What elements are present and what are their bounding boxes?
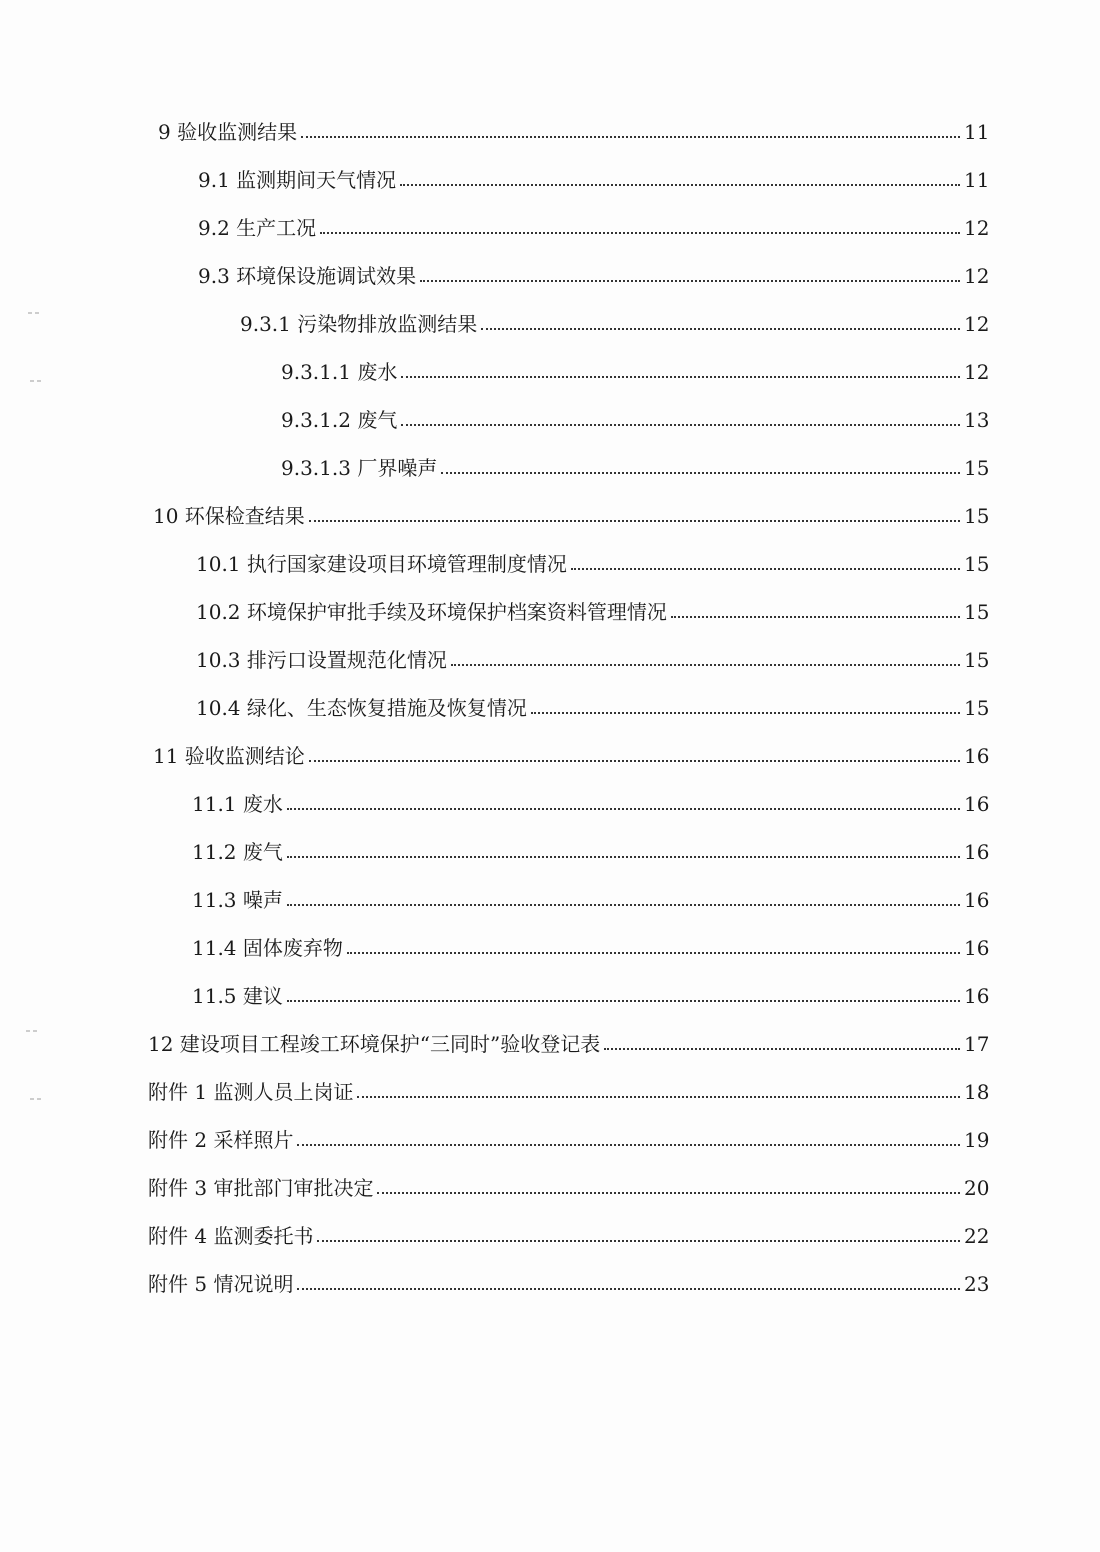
toc-dot-leader xyxy=(287,904,960,906)
toc-entry-page: 15 xyxy=(964,648,990,672)
toc-entry-attachment-2[interactable] xyxy=(148,1104,990,1152)
toc-entry-11-5[interactable] xyxy=(192,960,990,1008)
toc-entry-12[interactable] xyxy=(148,1008,990,1056)
toc-entry-title: 11.4 固体废弃物 xyxy=(192,936,343,960)
toc-dot-leader xyxy=(401,376,960,378)
toc-entry-10-2[interactable] xyxy=(196,576,990,624)
toc-dot-leader xyxy=(400,184,960,186)
toc-entry-title: 9 验收监测结果 xyxy=(158,120,298,144)
toc-entry-page: 15 xyxy=(964,552,990,576)
toc-entry-page: 23 xyxy=(964,1272,990,1296)
toc-entry-9-3-1-2[interactable] xyxy=(281,384,990,432)
toc-dot-leader xyxy=(481,328,960,330)
toc-entry-page: 16 xyxy=(964,840,990,864)
toc-entry-title: 11.2 废气 xyxy=(192,840,283,864)
toc-entry-page: 16 xyxy=(964,984,990,1008)
toc-entry-title: 附件 3 审批部门审批决定 xyxy=(148,1176,374,1200)
toc-entry-title: 11.1 废水 xyxy=(192,792,283,816)
toc-entry-page: 12 xyxy=(964,312,990,336)
toc-entry-title: 10.1 执行国家建设项目环境管理制度情况 xyxy=(196,552,567,576)
toc-entry-page: 22 xyxy=(964,1224,990,1248)
toc-entry-11-2[interactable] xyxy=(192,816,990,864)
toc-dot-leader xyxy=(604,1048,960,1050)
toc-entry-page: 17 xyxy=(964,1032,990,1056)
toc-entry-title: 10.4 绿化、生态恢复措施及恢复情况 xyxy=(196,696,527,720)
toc-entry-attachment-4[interactable] xyxy=(148,1200,990,1248)
toc-dot-leader xyxy=(317,1240,960,1242)
toc-entry-10-1[interactable] xyxy=(196,528,990,576)
toc-dot-leader xyxy=(671,616,960,618)
toc-dot-leader xyxy=(287,808,960,810)
toc-entry-11[interactable] xyxy=(153,720,990,768)
toc-entry-title: 9.1 监测期间天气情况 xyxy=(198,168,397,192)
toc-dot-leader xyxy=(309,520,960,522)
toc-entry-9-3-1-1[interactable] xyxy=(281,336,990,384)
toc-dot-leader xyxy=(320,232,960,234)
toc-entry-title: 9.3.1.3 厂界噪声 xyxy=(281,456,438,480)
toc-entry-10[interactable] xyxy=(153,480,990,528)
toc-entry-11-4[interactable] xyxy=(192,912,990,960)
toc-dot-leader xyxy=(401,424,960,426)
toc-dot-leader xyxy=(377,1192,960,1194)
toc-entry-11-3[interactable] xyxy=(192,864,990,912)
toc-dot-leader xyxy=(287,856,960,858)
toc-entry-11-1[interactable] xyxy=(192,768,990,816)
toc-entry-page: 19 xyxy=(964,1128,990,1152)
toc-entry-10-4[interactable] xyxy=(196,672,990,720)
toc-entry-attachment-3[interactable] xyxy=(148,1152,990,1200)
toc-entry-title: 10.3 排污口设置规范化情况 xyxy=(196,648,447,672)
toc-dot-leader xyxy=(309,760,960,762)
toc-entry-9-3-1[interactable] xyxy=(240,288,990,336)
toc-entry-page: 12 xyxy=(964,216,990,240)
toc-entry-page: 16 xyxy=(964,792,990,816)
toc-entry-page: 16 xyxy=(964,936,990,960)
table-of-contents xyxy=(0,96,1100,1296)
toc-dot-leader xyxy=(571,568,960,570)
toc-dot-leader xyxy=(451,664,960,666)
toc-entry-title: 附件 5 情况说明 xyxy=(148,1272,294,1296)
toc-entry-title: 9.3.1.2 废气 xyxy=(281,408,398,432)
toc-dot-leader xyxy=(441,472,960,474)
toc-entry-9-1[interactable] xyxy=(198,144,990,192)
toc-entry-page: 20 xyxy=(964,1176,990,1200)
toc-dot-leader xyxy=(420,280,960,282)
toc-entry-page: 15 xyxy=(964,456,990,480)
toc-entry-9-2[interactable] xyxy=(198,192,990,240)
toc-entry-10-3[interactable] xyxy=(196,624,990,672)
toc-entry-page: 16 xyxy=(964,744,990,768)
toc-entry-title: 11.5 建议 xyxy=(192,984,283,1008)
toc-entry-9-3-1-3[interactable] xyxy=(281,432,990,480)
toc-entry-9[interactable] xyxy=(158,96,990,144)
toc-entry-attachment-5[interactable] xyxy=(148,1248,990,1296)
toc-entry-page: 12 xyxy=(964,360,990,384)
toc-entry-title: 附件 1 监测人员上岗证 xyxy=(148,1080,354,1104)
toc-entry-title: 附件 2 采样照片 xyxy=(148,1128,294,1152)
toc-entry-page: 15 xyxy=(964,696,990,720)
toc-entry-title: 9.3.1 污染物排放监测结果 xyxy=(240,312,478,336)
toc-dot-leader xyxy=(357,1096,960,1098)
toc-entry-9-3[interactable] xyxy=(198,240,990,288)
toc-dot-leader xyxy=(301,136,960,138)
toc-entry-page: 15 xyxy=(964,600,990,624)
toc-dot-leader xyxy=(287,1000,960,1002)
toc-dot-leader xyxy=(347,952,960,954)
toc-entry-page: 16 xyxy=(964,888,990,912)
toc-entry-title: 11.3 噪声 xyxy=(192,888,283,912)
toc-entry-title: 9.3 环境保设施调试效果 xyxy=(198,264,417,288)
toc-entry-title: 9.2 生产工况 xyxy=(198,216,317,240)
toc-entry-title: 10.2 环境保护审批手续及环境保护档案资料管理情况 xyxy=(196,600,667,624)
toc-entry-title: 附件 4 监测委托书 xyxy=(148,1224,314,1248)
toc-entry-page: 18 xyxy=(964,1080,990,1104)
toc-entry-title: 9.3.1.1 废水 xyxy=(281,360,398,384)
toc-dot-leader xyxy=(531,712,960,714)
toc-entry-page: 11 xyxy=(964,120,990,144)
toc-dot-leader xyxy=(297,1144,960,1146)
toc-dot-leader xyxy=(297,1288,960,1290)
toc-entry-attachment-1[interactable] xyxy=(148,1056,990,1104)
toc-entry-page: 15 xyxy=(964,504,990,528)
toc-entry-page: 11 xyxy=(964,168,990,192)
toc-entry-page: 13 xyxy=(964,408,990,432)
toc-entry-title: 12 建设项目工程竣工环境保护“三同时”验收登记表 xyxy=(148,1032,601,1056)
toc-entry-page: 12 xyxy=(964,264,990,288)
toc-entry-title: 11 验收监测结论 xyxy=(153,744,305,768)
toc-entry-title: 10 环保检查结果 xyxy=(153,504,305,528)
